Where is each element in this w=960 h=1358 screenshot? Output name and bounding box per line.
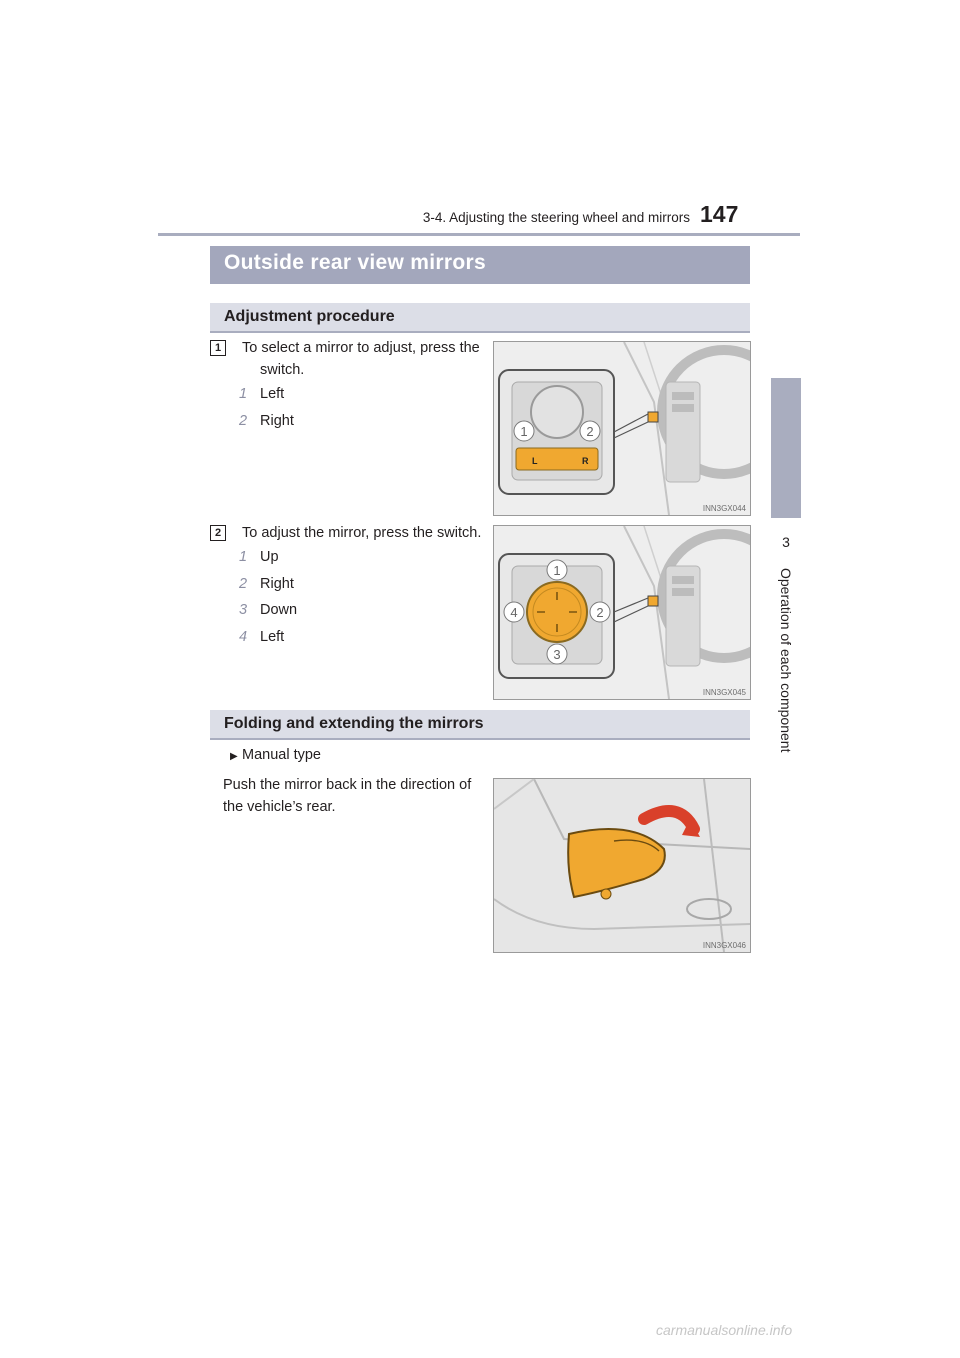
figure-code: INN3GX044 — [702, 504, 746, 513]
switch-letter-r: R — [582, 456, 589, 466]
page-number: 147 — [700, 201, 739, 227]
callout-1: 1 — [553, 563, 561, 578]
running-header-section: 3-4. Adjusting the steering wheel and mirrors — [422, 210, 690, 225]
figure-mirror-select-switch — [493, 341, 751, 516]
page-title: Outside rear view mirrors — [224, 251, 486, 274]
figure-code: INN3GX046 — [702, 941, 746, 950]
figure-mirror-folding — [493, 778, 751, 953]
switch-letter-l: L — [532, 456, 538, 466]
item-label-left: Left — [260, 629, 285, 645]
item-label-left: Left — [260, 386, 285, 402]
triangle-bullet-icon: ▶ — [230, 751, 238, 762]
figure-code: INN3GX045 — [702, 688, 746, 697]
item-number: 1 — [238, 386, 248, 402]
callout-2: 2 — [596, 605, 604, 620]
callout-1: 1 — [520, 424, 528, 439]
mirror-folding-illustration — [494, 779, 750, 952]
item-number: 1 — [238, 549, 248, 565]
item-number: 2 — [238, 576, 248, 592]
callout-2: 2 — [586, 424, 594, 439]
chapter-title: Operation of each component — [778, 568, 794, 753]
footer-watermark: carmanualsonline.info — [656, 1322, 793, 1338]
callout-3: 3 — [553, 647, 561, 662]
manual-type-label: Manual type — [242, 747, 321, 763]
item-number: 3 — [238, 602, 248, 618]
figure-mirror-adjust-switch — [493, 525, 751, 700]
mirror-select-switch-illustration — [494, 342, 750, 515]
item-label-right: Right — [260, 576, 294, 592]
step-number-1: 1 — [210, 340, 226, 356]
page-title-bar — [210, 246, 750, 284]
subheading-folding — [210, 710, 750, 740]
item-number: 2 — [238, 413, 248, 429]
item-label-up: Up — [260, 549, 279, 565]
item-label-right: Right — [260, 413, 294, 429]
step2-text: To adjust the mirror, press the switch. — [242, 525, 482, 541]
step-number-2: 2 — [210, 525, 226, 541]
subheading-folding-label: Folding and extending the mirrors — [224, 715, 484, 732]
chapter-tab — [771, 378, 801, 518]
item-number: 4 — [238, 629, 248, 645]
folding-text: Push the mirror back in the direction of the vehicle’s rear. — [223, 777, 472, 815]
step1-text: To select a mirror to adjust, press the switch. — [242, 340, 480, 378]
item-label-down: Down — [260, 602, 298, 618]
subheading-adjustment-label: Adjustment procedure — [224, 308, 395, 325]
callout-4: 4 — [510, 605, 518, 620]
chapter-number: 3 — [782, 534, 790, 550]
header-rule — [158, 233, 800, 236]
subheading-adjustment — [210, 303, 750, 333]
mirror-adjust-switch-illustration — [494, 526, 750, 699]
